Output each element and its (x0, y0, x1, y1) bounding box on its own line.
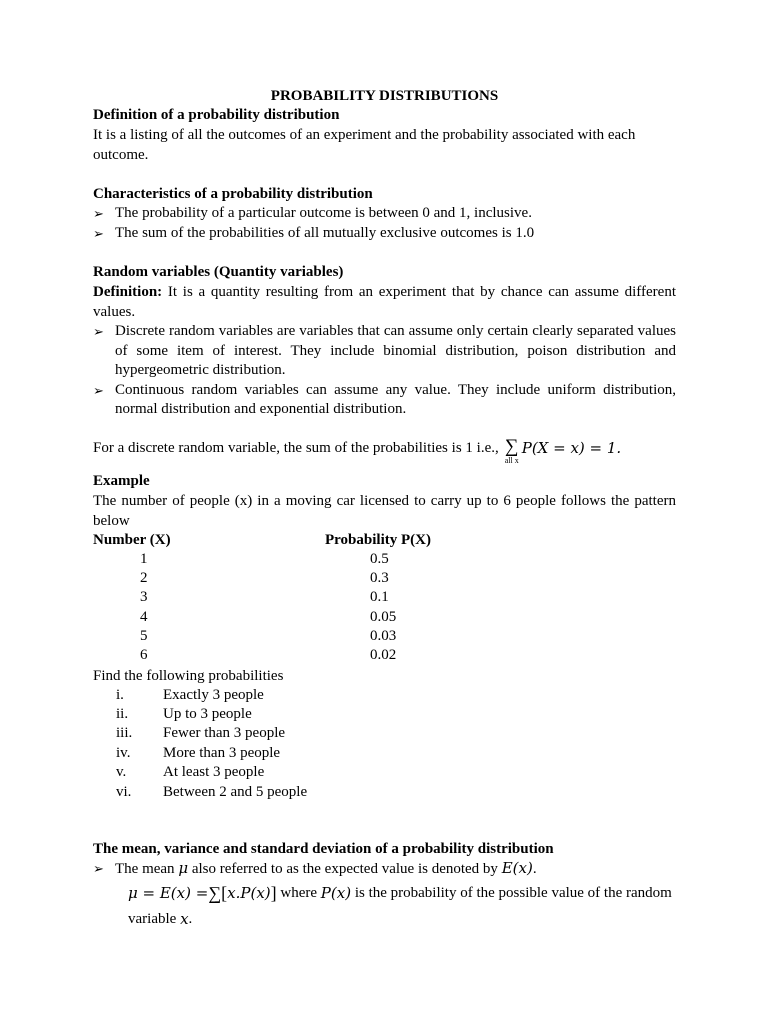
definition-text: It is a listing of all the outcomes of an experiment and the probability associated with each outcome. (93, 127, 636, 163)
table-row: 3 0.1 (140, 589, 389, 606)
list-item: i. Exactly 3 people (116, 686, 264, 703)
list-item: ii. Up to 3 people (116, 705, 252, 722)
document-page (93, 87, 676, 932)
list-item: iii. Fewer than 3 people (116, 725, 286, 742)
table-row: 1 0.5 (140, 550, 389, 567)
bullet-item: ➢ The mean μ also referred to as the expected value is denoted by E(x). (93, 859, 676, 880)
table-row: 6 0.02 (140, 647, 397, 664)
mean-formula: μ = E(x) = ∑ [ x.P(x) ] where P(x) is the probability of the possible value of the random (128, 882, 672, 903)
list-item: vi. Between 2 and 5 people (116, 783, 308, 800)
column-header-number: Number (X) (93, 531, 171, 548)
mean-section-heading: The mean, variance and standard deviation of a probability distribution (93, 841, 554, 858)
page-title: PROBABILITY DISTRIBUTIONS (270, 88, 499, 104)
column-header-probability: Probability P(X) (325, 531, 431, 548)
table-row: 4 0.05 (140, 608, 397, 625)
arrow-bullet-icon: ➢ (93, 225, 104, 241)
summation-symbol: ∑ all x (504, 435, 519, 465)
random-variables-definition: Definition: It is a quantity resulting from an experiment that by chance can assume different values. (93, 284, 676, 320)
bullet-item: ➢ The probability of a particular outcome is between 0 and 1, inclusive. (93, 204, 676, 224)
bullet-item: ➢ The sum of the probabilities of all mutually exclusive outcomes is 1.0 (93, 224, 676, 244)
bullet-item: ➢ Discrete random variables are variables that can assume only certain clearly separated values of some item of interest. They include binomial distribution, poison distribution and hypergeometric distribution. (93, 322, 676, 381)
list-item: iv. More than 3 people (116, 744, 281, 761)
table-row: 2 0.3 (140, 570, 389, 587)
table-header-row (93, 531, 431, 550)
definition-heading: Definition of a probability distribution (93, 107, 340, 123)
summation-symbol: ∑ (208, 882, 222, 903)
example-heading: Example (93, 472, 150, 489)
bullet-item: ➢ Continuous random variables can assume any value. They include uniform distribution, normal distribution and exponential distribution. (93, 381, 676, 420)
arrow-bullet-icon: ➢ (93, 206, 104, 221)
discrete-sum-formula: For a discrete random variable, the sum of the probabilities is 1 i.e., ∑ all x P(X = x) = 1. (93, 435, 622, 465)
question-list (116, 686, 676, 802)
random-variables-heading: Random variables (Quantity variables) (93, 264, 344, 280)
mean-formula-continued: variable x . (128, 909, 193, 928)
probability-table (93, 531, 431, 666)
find-text: Find the following probabilities (93, 667, 284, 684)
arrow-bullet-icon: ➢ (93, 324, 104, 339)
list-item: v. At least 3 people (116, 764, 265, 781)
example-text: The number of people (x) in a moving car licensed to carry up to 6 people follows the pattern below (93, 492, 676, 529)
arrow-bullet-icon: ➢ (93, 382, 104, 398)
table-row: 5 0.03 (140, 627, 397, 644)
characteristics-heading: Characteristics of a probability distribution (93, 186, 373, 202)
arrow-bullet-icon: ➢ (93, 861, 104, 877)
